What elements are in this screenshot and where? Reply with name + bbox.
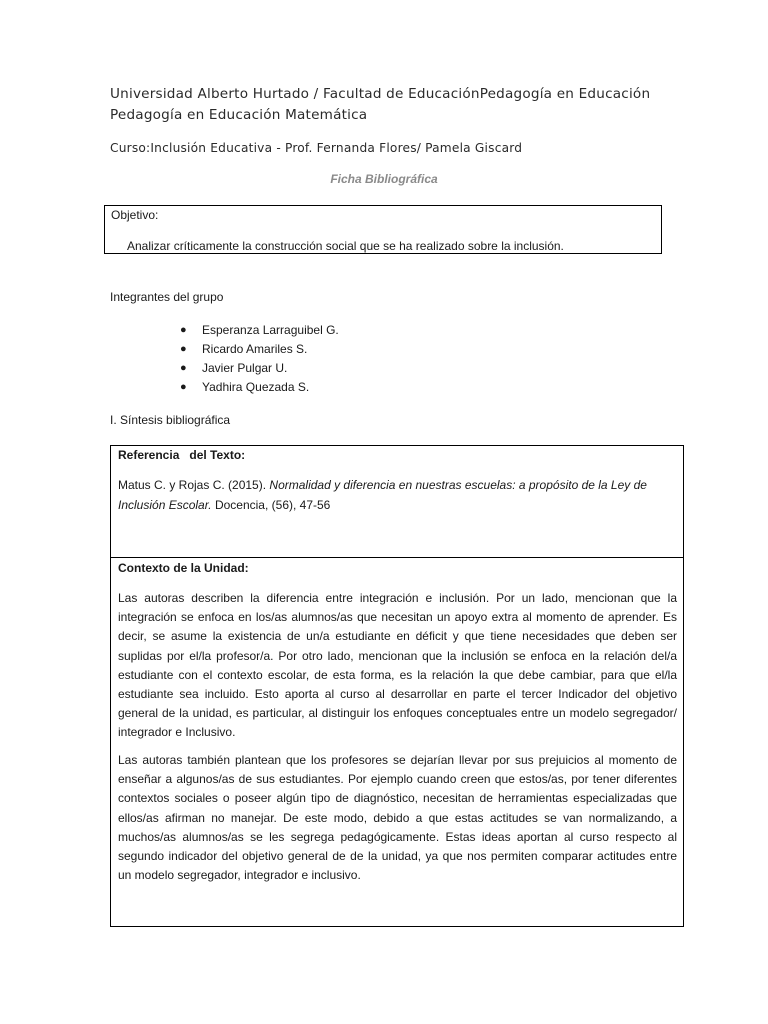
objective-box [104, 205, 662, 254]
bullet-icon: ● [180, 362, 187, 374]
section-heading: I. Síntesis bibliográfica [110, 413, 231, 427]
table-divider [111, 557, 683, 558]
objective-text: Analizar críticamente la construcción social que se ha realizado sobre la inclusión. [127, 239, 564, 253]
context-paragraph-1: Las autoras describen la diferencia entre integración e inclusión. Por un lado, mencionan que la integración se enfoca en los/as alumnos/as que necesitan un apoyo extra al momento de aprender. Es decir, se asume la existencia de un/a estudiante en déficit y que tiene necesidades que deben ser suplidas por el/la profesor/a. Por otro lado, mencionan que la inclusión se enfoca en la relación del/a estudiante con el contexto escolar, de esta forma, es la relación la que debe cambiar, para que el/la estudiante sea incluido. Esto aporta al curso al desarrollar en parte el tercer Indicador del objetivo general de la unidad, es particular, al distinguir los enfoques conceptuales entre un modelo segregador/ integrador e Inclusivo. [118, 591, 677, 740]
member-name: Yadhira Quezada S. [202, 380, 310, 394]
reference-citation [118, 475, 676, 515]
objective-label: Objetivo: [111, 208, 159, 222]
document-title: Ficha Bibliográfica [330, 172, 438, 186]
bullet-icon: ● [180, 324, 187, 336]
member-name: Esperanza Larraguibel G. [202, 323, 339, 337]
member-name: Ricardo Amariles S. [202, 342, 308, 356]
bibliography-table [110, 445, 684, 927]
members-heading: Integrantes del grupo [110, 290, 224, 304]
context-paragraph-2: Las autoras también plantean que los profesores se dejarían llevar por sus prejuicios al momento de enseñar a algunos/as de sus estudiantes. Por ejemplo cuando creen que estos/as, por tener diferentes contextos sociales o poseer algún tipo de diagnóstico, necesitan de herramientas especializadas que ellos/as afirman no manejar. De este modo, debido a que estas actitudes se van normalizando, a muchos/as alumnos/as se les segrega pedagógicamente. Estas ideas aportan al curso respecto al segundo indicador del objetivo general de de la unidad, ya que nos permiten comparar actitudes entre un modelo segregador, integrador e inclusivo. [118, 753, 677, 883]
citation-source: Docencia, (56), 47-56 [214, 498, 331, 512]
bullet-icon: ● [180, 381, 187, 393]
course-line: Curso:Inclusión Educativa - Prof. Fernanda Flores/ Pamela Giscard [110, 141, 523, 155]
bullet-icon: ● [180, 343, 187, 355]
reference-label: Referencia del Texto: [118, 448, 246, 462]
university-header: Universidad Alberto Hurtado / Facultad de EducaciónPedagogía en Educación Pedagogía en Educación Matemática [110, 86, 651, 123]
citation-title: Normalidad y diferencia en nuestras escuelas: a propósito de la Ley de Inclusión Escolar. [118, 478, 647, 512]
member-name: Javier Pulgar U. [202, 361, 288, 375]
citation-authors: Matus C. y Rojas C. (2015). [118, 478, 267, 492]
context-label: Contexto de la Unidad: [118, 561, 249, 575]
